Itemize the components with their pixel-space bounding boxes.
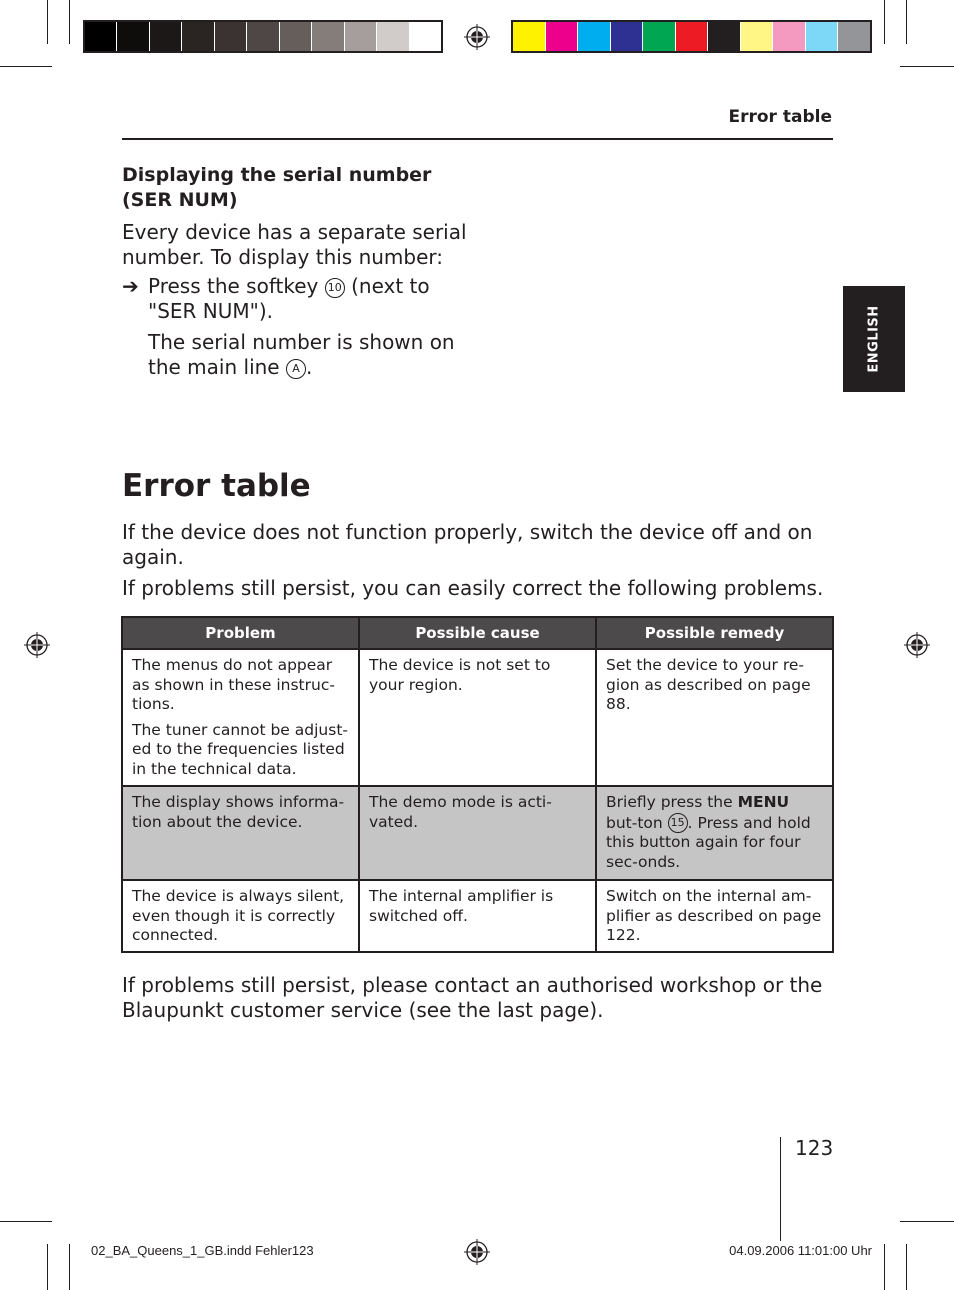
result-text: The serial number is shown on the main line (148, 330, 455, 379)
language-tab-label: ENGLISH (866, 305, 882, 373)
remedy-text: Set the device to your re-gion as described on page 88. (606, 656, 811, 713)
color-swatch (772, 22, 805, 51)
file-slug: 02_BA_Queens_1_GB.indd Fehler123 (91, 1243, 314, 1258)
problem-cell (122, 786, 359, 880)
problem-text: The menus do not appear as shown in these instruc-tions. (132, 656, 335, 713)
color-swatch (214, 22, 246, 51)
color-swatch (246, 22, 278, 51)
arrow-icon: ➔ (122, 274, 139, 298)
crop-mark (906, 0, 907, 44)
crop-mark (884, 0, 885, 44)
registration-mark-icon (464, 1239, 490, 1265)
cause-text: The internal amplifier is switched off. (369, 887, 554, 925)
registration-mark-icon (24, 632, 50, 658)
color-swatch (805, 22, 838, 51)
result-text-end: . (305, 355, 313, 379)
header-rule (122, 138, 833, 140)
grayscale-color-bar (83, 20, 443, 53)
color-swatch (740, 22, 773, 51)
color-swatch (707, 22, 740, 51)
column-header-remedy: Possible remedy (596, 617, 833, 649)
date-slug: 04.09.2006 11:01:00 Uhr (729, 1243, 872, 1258)
color-swatch (642, 22, 675, 51)
error-intro-1: If the device does not function properly, switch the device off and on again. (122, 520, 813, 569)
problem-cell (122, 880, 359, 952)
color-swatch (610, 22, 643, 51)
remedy-cell (596, 786, 833, 880)
softkey-number-icon: 10 (325, 278, 345, 298)
cause-text: The device is not set to your region. (369, 656, 551, 694)
color-swatch (837, 22, 870, 51)
crop-mark (47, 1244, 48, 1290)
problem-text: The device is always silent, even though it is correctly connected. (132, 887, 345, 944)
step-text-end: (next to "SER NUM"). (148, 274, 430, 323)
crop-mark (0, 66, 52, 67)
crop-mark (900, 1221, 954, 1222)
color-swatch (409, 22, 441, 51)
problem-cell (122, 649, 359, 786)
error-table-heading: Error table (122, 468, 311, 504)
step-result (148, 330, 472, 380)
color-swatch (85, 22, 116, 51)
color-swatch (675, 22, 708, 51)
remedy-text: Switch on the internal am-plifier as described on page 122. (606, 887, 822, 944)
error-outro: If problems still persist, please contact an authorised workshop or the Blaupunkt customer service (see the last page). (122, 973, 823, 1022)
button-number-icon: 15 (668, 813, 688, 833)
serial-number-heading: Displaying the serial number (SER NUM) (122, 164, 432, 211)
color-swatch (513, 22, 545, 51)
crop-mark (69, 1244, 70, 1290)
table-header-row (122, 617, 833, 649)
color-swatch (149, 22, 181, 51)
remedy-text: but-ton (606, 813, 668, 832)
serial-intro: Every device has a separate serial number. To display this number: (122, 220, 467, 269)
color-swatch (577, 22, 610, 51)
column-header-problem: Problem (122, 617, 359, 649)
cause-text: The demo mode is acti-vated. (369, 793, 552, 831)
color-swatch (311, 22, 343, 51)
remedy-text: Briefly press the (606, 793, 738, 811)
running-head: Error table (728, 107, 832, 127)
problem-text: The display shows informa-tion about the device. (132, 793, 345, 831)
remedy-cell (596, 649, 833, 786)
table-row (122, 786, 833, 880)
page-number-rule (780, 1137, 781, 1241)
crop-mark (0, 1221, 52, 1222)
remedy-cell (596, 880, 833, 952)
registration-mark-icon (904, 632, 930, 658)
crop-mark (906, 1244, 907, 1290)
cause-cell (359, 786, 596, 880)
registration-mark-icon (464, 24, 490, 50)
crop-mark (47, 0, 48, 44)
menu-button-label: MENU (737, 793, 790, 811)
color-swatch (181, 22, 213, 51)
table-row (122, 649, 833, 786)
column-header-cause: Possible cause (359, 617, 596, 649)
problem-text: The tuner cannot be adjust-ed to the frequencies listed in the technical data. (132, 720, 348, 778)
crop-mark (900, 66, 954, 67)
instruction-step (122, 274, 472, 324)
process-color-bar (511, 20, 872, 53)
color-swatch (344, 22, 376, 51)
error-intro-2: If problems still persist, you can easily correct the following problems. (122, 576, 824, 600)
color-swatch (376, 22, 408, 51)
page-number: 123 (795, 1136, 834, 1160)
color-swatch (116, 22, 148, 51)
cause-cell (359, 880, 596, 952)
cause-cell (359, 649, 596, 786)
remedy-text: . Press and hold this button again for four sec-onds. (606, 813, 811, 871)
display-line-letter-icon: A (286, 359, 306, 379)
crop-mark (69, 0, 70, 44)
language-tab (843, 286, 905, 392)
error-table (121, 616, 834, 953)
table-row (122, 880, 833, 952)
color-swatch (279, 22, 311, 51)
color-swatch (545, 22, 578, 51)
step-text: Press the softkey (148, 274, 325, 298)
crop-mark (884, 1244, 885, 1290)
